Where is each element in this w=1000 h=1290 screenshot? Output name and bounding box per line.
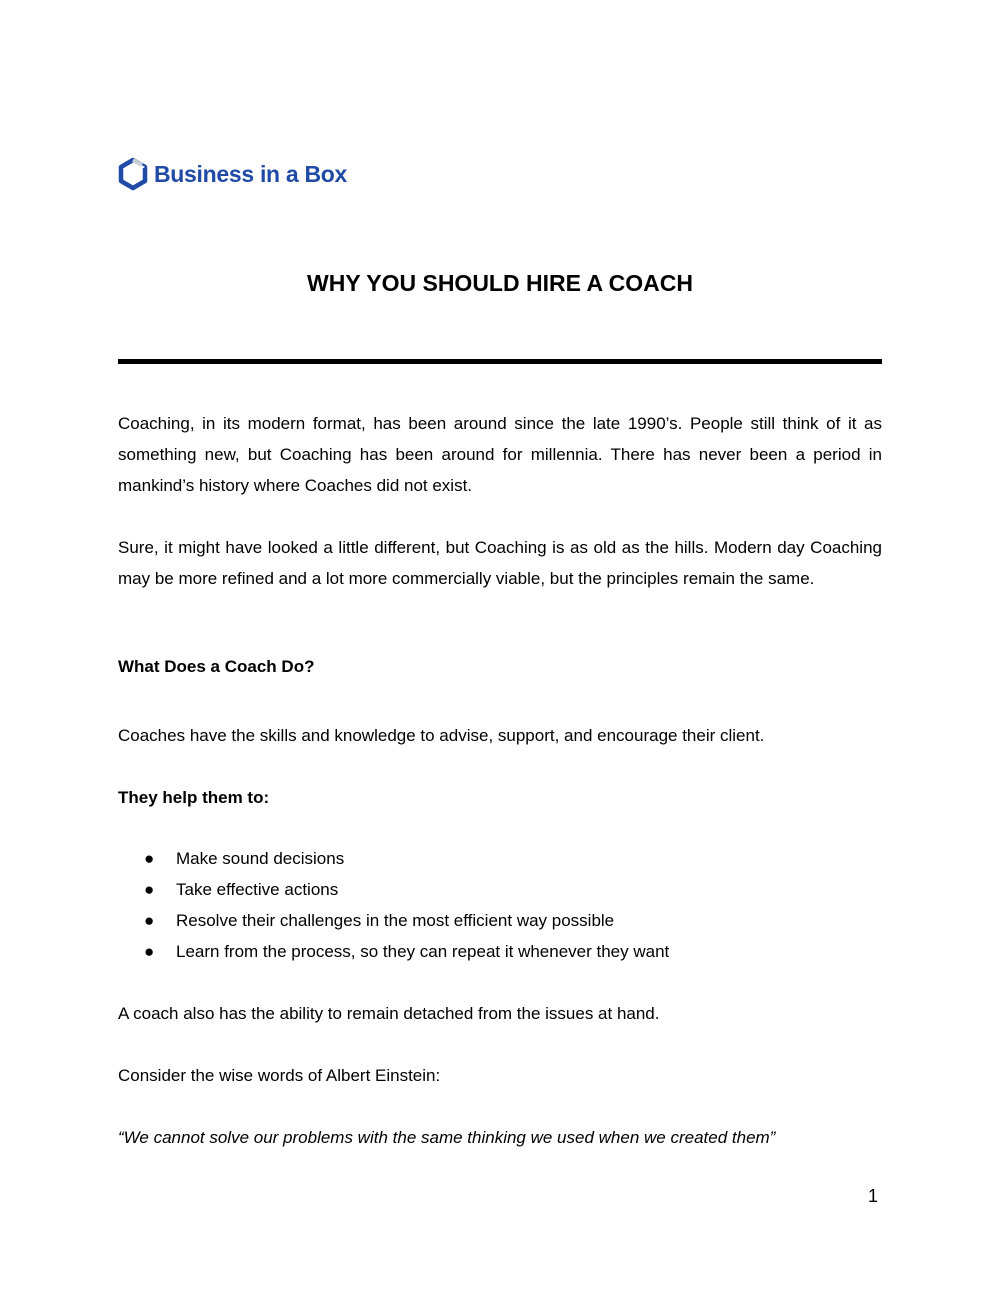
bullet-list [118,843,669,967]
title-divider [118,359,882,364]
paragraph-intro: Coaching, in its modern format, has been around since the late 1990’s. People still think of it as something new, but Coaching has been around for millennia. There has never been a period in mankind’s history where Coaches did not exist. [118,414,882,495]
section-intro: Coaches have the skills and knowledge to advise, support, and encourage their client. [118,726,765,745]
bullet-icon: ● [144,942,155,961]
einstein-intro: Consider the wise words of Albert Einstein: [118,1066,441,1085]
document-title: WHY YOU SHOULD HIRE A COACH [307,270,693,296]
list-item: ● Make sound decisions [118,843,669,874]
bullet-icon: ● [144,849,155,868]
page-number: 1 [868,1186,879,1206]
list-item: ● Learn from the process, so they can repeat it whenever they want [118,936,669,967]
brand-logo [118,157,347,191]
hexagon-logo-icon [118,157,148,191]
list-heading: They help them to: [118,788,270,807]
einstein-quote: “We cannot solve our problems with the same thinking we used when we created them” [118,1128,776,1147]
paragraph-history: Sure, it might have looked a little different, but Coaching is as old as the hills. Modern day Coaching may be more refined and a lot more commercially viable, but the principles remain the same. [118,538,882,588]
bullet-icon: ● [144,911,155,930]
list-item: ● Take effective actions [118,874,669,905]
bullet-icon: ● [144,880,155,899]
logo-text: Business in a Box [154,160,348,187]
list-item: ● Resolve their challenges in the most efficient way possible [118,905,669,936]
detached-paragraph: A coach also has the ability to remain detached from the issues at hand. [118,1004,660,1023]
section-heading: What Does a Coach Do? [118,657,315,676]
